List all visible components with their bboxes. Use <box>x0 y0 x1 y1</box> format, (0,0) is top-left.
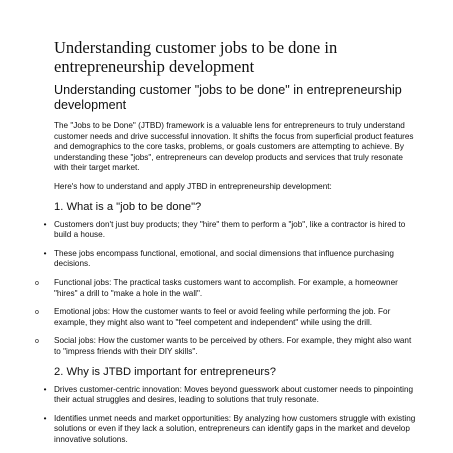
sub-bullet-marker: o <box>35 338 39 346</box>
list-item <box>43 413 417 446</box>
sub-list-item <box>35 277 417 299</box>
list-item-text: Functional jobs: The practical tasks customers want to accomplish. For example, a homeowner "hires" a drill to "make a hole in the wall". <box>54 277 398 298</box>
section-heading: 1. What is a "job to be done"? <box>54 200 202 213</box>
list-item-text: Emotional jobs: How the customer wants to feel or avoid feeling while performing the job. For example, they might also want to "feel competent and independent" while using the drill. <box>54 307 391 327</box>
document-title: Understanding customer jobs to be done in entrepreneurship development <box>54 38 338 76</box>
list-item-text: Identifies unmet needs and market opportunities: By analyzing how customers struggle with existing solutions or even if they lack a solution, entrepreneurs can identify gaps in the market and develop innovative solutions. <box>54 413 416 444</box>
bullet-marker: • <box>43 413 47 423</box>
list-item-text: Social jobs: How the customer wants to be perceived by others. For example, they might also want to "impress friends with their DIY skills". <box>54 336 412 356</box>
list-item-text: Customers don't just buy products; they "hire" them to perform a "job", like a contractor is hired to build a house. <box>54 219 406 240</box>
section-list <box>43 384 417 446</box>
list-item <box>43 248 417 270</box>
sub-bullet-marker: o <box>35 279 39 287</box>
sub-list-item <box>35 307 417 328</box>
main-heading: Understanding customer "jobs to be done" in entrepreneurship development <box>54 83 402 112</box>
list-item-text: These jobs encompass functional, emotional, and social dimensions that influence purchasing decisions. <box>54 248 394 269</box>
list-item <box>43 219 417 241</box>
section-list <box>35 219 417 358</box>
intro-paragraph: The "Jobs to be Done" (JTBD) framework is a valuable lens for entrepreneurs to truly understand customer needs and drive successful innovation. It shifts the focus from superficial product features and demographics to the core tasks, problems, or goals customers are attempting to achieve. By understanding these "jobs", entrepreneurs can develop products and services that truly resonate with their target market. <box>54 121 414 173</box>
list-item-text: Drives customer-centric innovation: Moves beyond guesswork about customer needs to pinpointing their actual struggles and desires, leading to solutions that truly resonate. <box>54 384 414 405</box>
list-item <box>43 384 417 406</box>
bullet-marker: • <box>43 219 47 229</box>
bullet-marker: • <box>43 248 47 258</box>
sub-list-item <box>35 336 417 357</box>
lead-paragraph: Here's how to understand and apply JTBD in entrepreneurship development: <box>54 181 332 191</box>
section-heading: 2. Why is JTBD important for entrepreneurs? <box>54 365 276 378</box>
bullet-marker: • <box>43 384 47 394</box>
sub-bullet-marker: o <box>35 309 39 317</box>
